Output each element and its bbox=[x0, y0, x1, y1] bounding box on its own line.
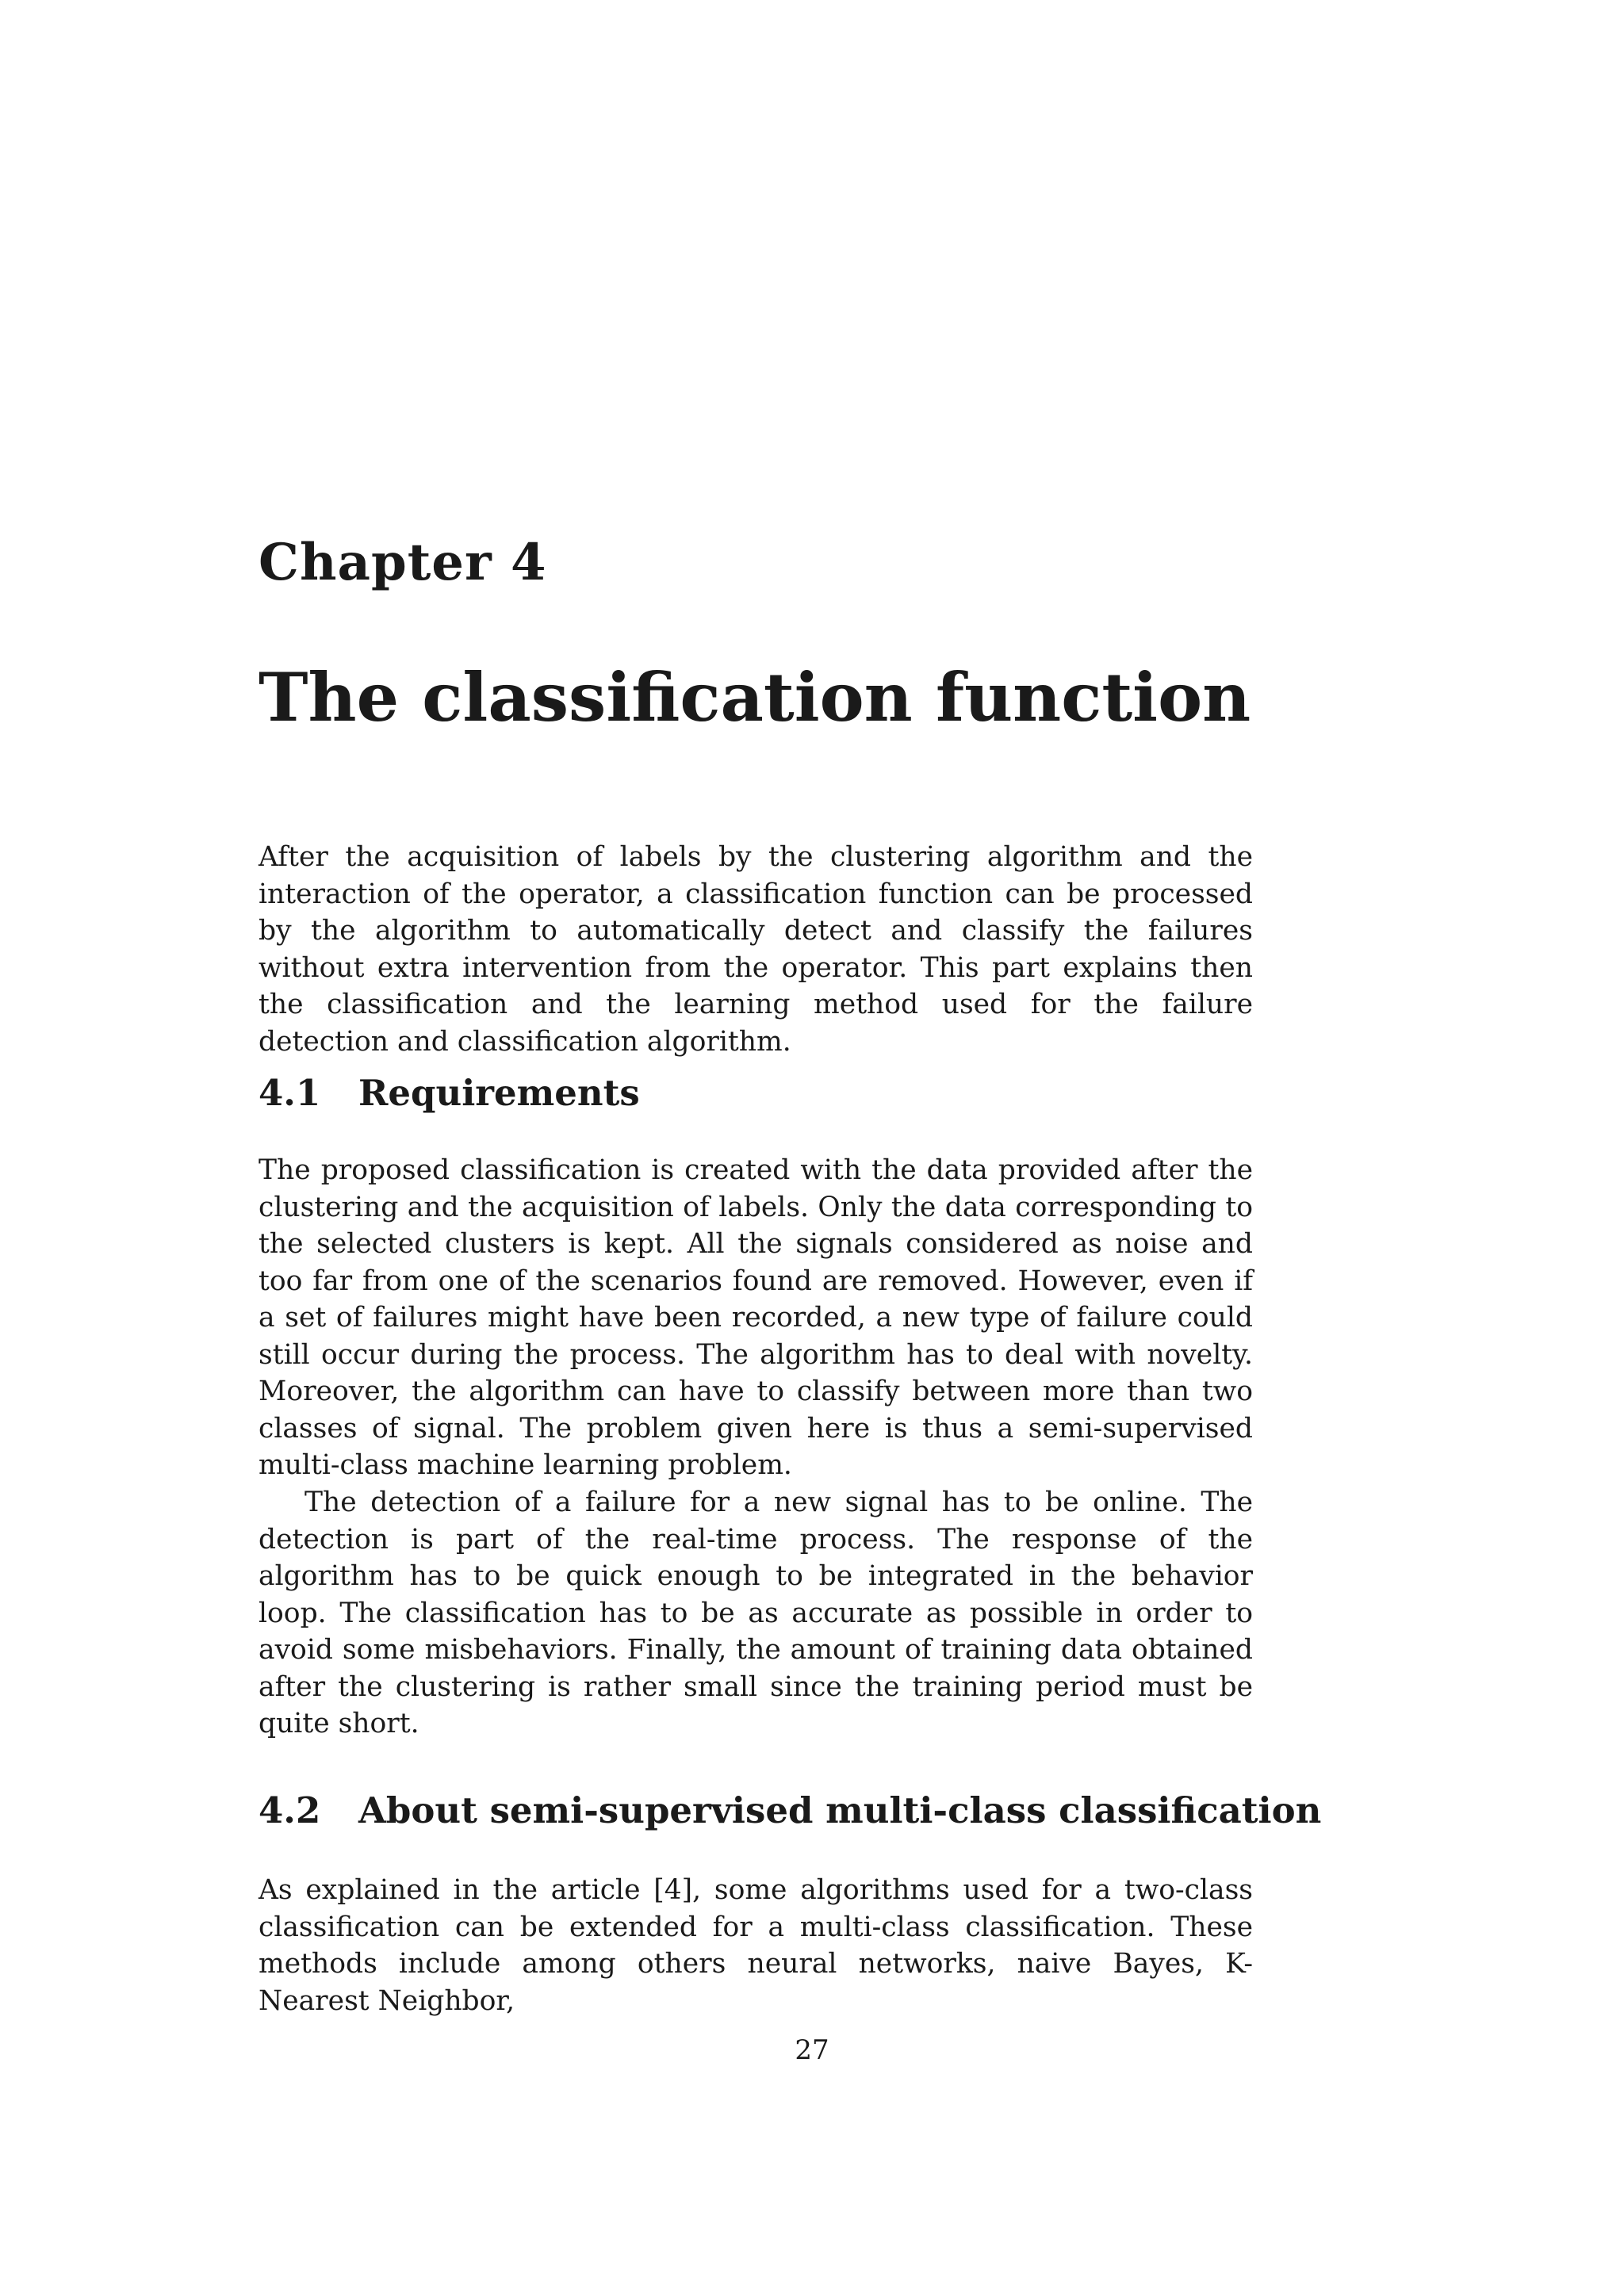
intro-paragraph: After the acquisition of labels by the clustering algorithm and the interaction of the operator, a classification function can be processed by the algorithm to automatically detect and classify the failures without extra intervention from the operator. This part explains then the classification and the learning method used for the failure detection and classification algorithm. bbox=[259, 841, 1253, 1058]
section-heading-semi-supervised bbox=[259, 1789, 1321, 1831]
semi-supervised-paragraph-1: As explained in the article [4], some algorithms used for a two-class classification can be extended for a multi-class classification. These methods include among others neural networks, naive Bayes, K-Nearest Neighbor, bbox=[259, 1874, 1253, 2017]
section-title: Requirements bbox=[358, 1072, 640, 1114]
section-number: 4.1 bbox=[259, 1072, 321, 1114]
requirements-paragraph-2: The detection of a failure for a new signal has to be online. The detection is part of the real-time process. The response of the algorithm has to be quick enough to be integrated in the behavior loop. The classification has to be as accurate as possible in order to avoid some misbehaviors. Finally, the amount of training data obtained after the clustering is rather small since the training period must be quite short. bbox=[259, 1487, 1253, 1739]
chapter-title: The classification function bbox=[259, 658, 1251, 737]
section-title: About semi-supervised multi-class classification bbox=[358, 1789, 1322, 1831]
chapter-label: Chapter 4 bbox=[259, 533, 547, 592]
requirements-paragraph-1: The proposed classification is created with the data provided after the clustering and the acquisition of labels. Only the data corresponding to the selected clusters is kept. All the signals considered as noise and too far from one of the scenarios found are removed. However, even if a set of failures might have been recorded, a new type of failure could still occur during the process. The algorithm has to deal with novelty. Moreover, the algorithm can have to classify between more than two classes of signal. The problem given here is thus a semi-supervised multi-class machine learning problem. bbox=[259, 1154, 1253, 1481]
page-number: 27 bbox=[795, 2034, 829, 2066]
section-number: 4.2 bbox=[259, 1789, 321, 1831]
section-heading-requirements bbox=[259, 1072, 640, 1114]
